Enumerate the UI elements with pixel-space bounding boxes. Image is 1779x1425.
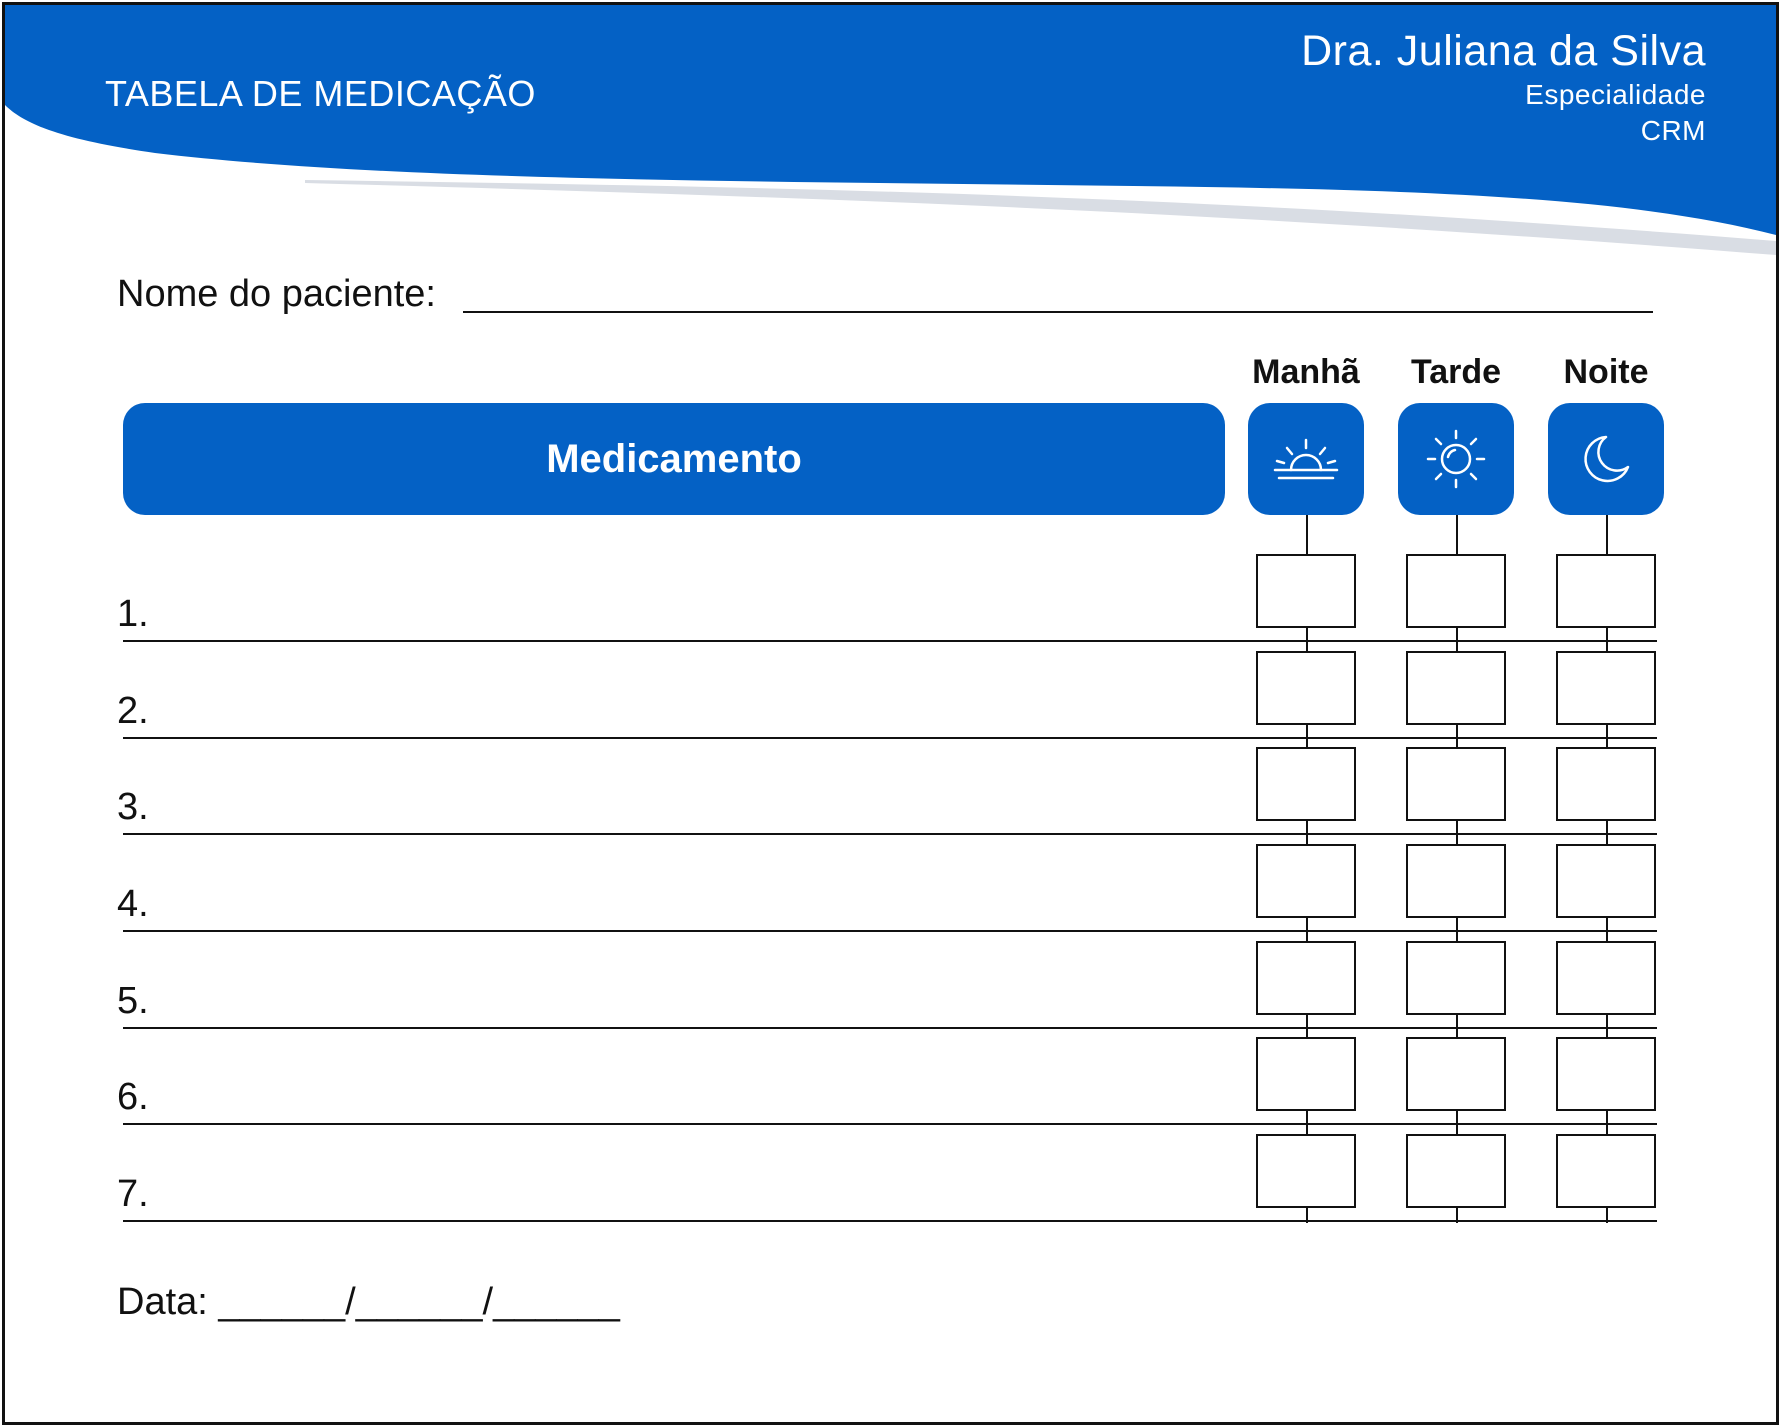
morning-checkbox[interactable] bbox=[1256, 1134, 1356, 1208]
row-number: 3. bbox=[117, 786, 149, 828]
medication-line[interactable] bbox=[123, 833, 1657, 835]
afternoon-checkbox[interactable] bbox=[1406, 1134, 1506, 1208]
morning-checkbox[interactable] bbox=[1256, 651, 1356, 725]
afternoon-checkbox[interactable] bbox=[1406, 554, 1506, 628]
night-checkbox[interactable] bbox=[1556, 844, 1656, 918]
medication-header: Medicamento bbox=[123, 403, 1225, 515]
medication-line[interactable] bbox=[123, 640, 1657, 642]
morning-header bbox=[1248, 403, 1364, 515]
medication-line[interactable] bbox=[123, 1220, 1657, 1222]
afternoon-checkbox[interactable] bbox=[1406, 844, 1506, 918]
night-header bbox=[1548, 403, 1664, 515]
column-label-morning: Manhã bbox=[1252, 353, 1360, 391]
afternoon-checkbox[interactable] bbox=[1406, 747, 1506, 821]
patient-name-field[interactable] bbox=[463, 311, 1653, 313]
sunrise-icon bbox=[1271, 434, 1341, 484]
morning-checkbox[interactable] bbox=[1256, 554, 1356, 628]
medication-line[interactable] bbox=[123, 930, 1657, 932]
doctor-specialty: Especialidade bbox=[1525, 79, 1706, 110]
medication-sheet bbox=[2, 2, 1779, 1425]
row-number: 4. bbox=[117, 883, 149, 925]
night-checkbox[interactable] bbox=[1556, 747, 1656, 821]
doctor-info bbox=[1301, 25, 1706, 149]
sheet-title: TABELA DE MEDICAÇÃO bbox=[105, 73, 536, 114]
medication-line[interactable] bbox=[123, 737, 1657, 739]
date-field[interactable]: Data: ______/______/______ bbox=[117, 1281, 620, 1323]
afternoon-header bbox=[1398, 403, 1514, 515]
sun-icon bbox=[1424, 427, 1488, 491]
medication-line[interactable] bbox=[123, 1027, 1657, 1029]
column-label-night: Noite bbox=[1563, 353, 1649, 391]
afternoon-checkbox[interactable] bbox=[1406, 941, 1506, 1015]
night-checkbox[interactable] bbox=[1556, 651, 1656, 725]
medication-line[interactable] bbox=[123, 1123, 1657, 1125]
doctor-name: Dra. Juliana da Silva bbox=[1301, 27, 1706, 75]
morning-checkbox[interactable] bbox=[1256, 1037, 1356, 1111]
afternoon-checkbox[interactable] bbox=[1406, 651, 1506, 725]
row-number: 6. bbox=[117, 1076, 149, 1118]
morning-checkbox[interactable] bbox=[1256, 747, 1356, 821]
morning-checkbox[interactable] bbox=[1256, 844, 1356, 918]
row-number: 2. bbox=[117, 690, 149, 732]
column-label-afternoon: Tarde bbox=[1410, 353, 1502, 391]
night-checkbox[interactable] bbox=[1556, 554, 1656, 628]
doctor-crm: CRM bbox=[1640, 115, 1706, 146]
row-number: 1. bbox=[117, 593, 149, 635]
row-number: 7. bbox=[117, 1173, 149, 1215]
patient-name-label: Nome do paciente: bbox=[117, 273, 436, 315]
morning-checkbox[interactable] bbox=[1256, 941, 1356, 1015]
afternoon-checkbox[interactable] bbox=[1406, 1037, 1506, 1111]
moon-icon bbox=[1576, 429, 1636, 489]
night-checkbox[interactable] bbox=[1556, 1134, 1656, 1208]
row-number: 5. bbox=[117, 980, 149, 1022]
night-checkbox[interactable] bbox=[1556, 1037, 1656, 1111]
night-checkbox[interactable] bbox=[1556, 941, 1656, 1015]
